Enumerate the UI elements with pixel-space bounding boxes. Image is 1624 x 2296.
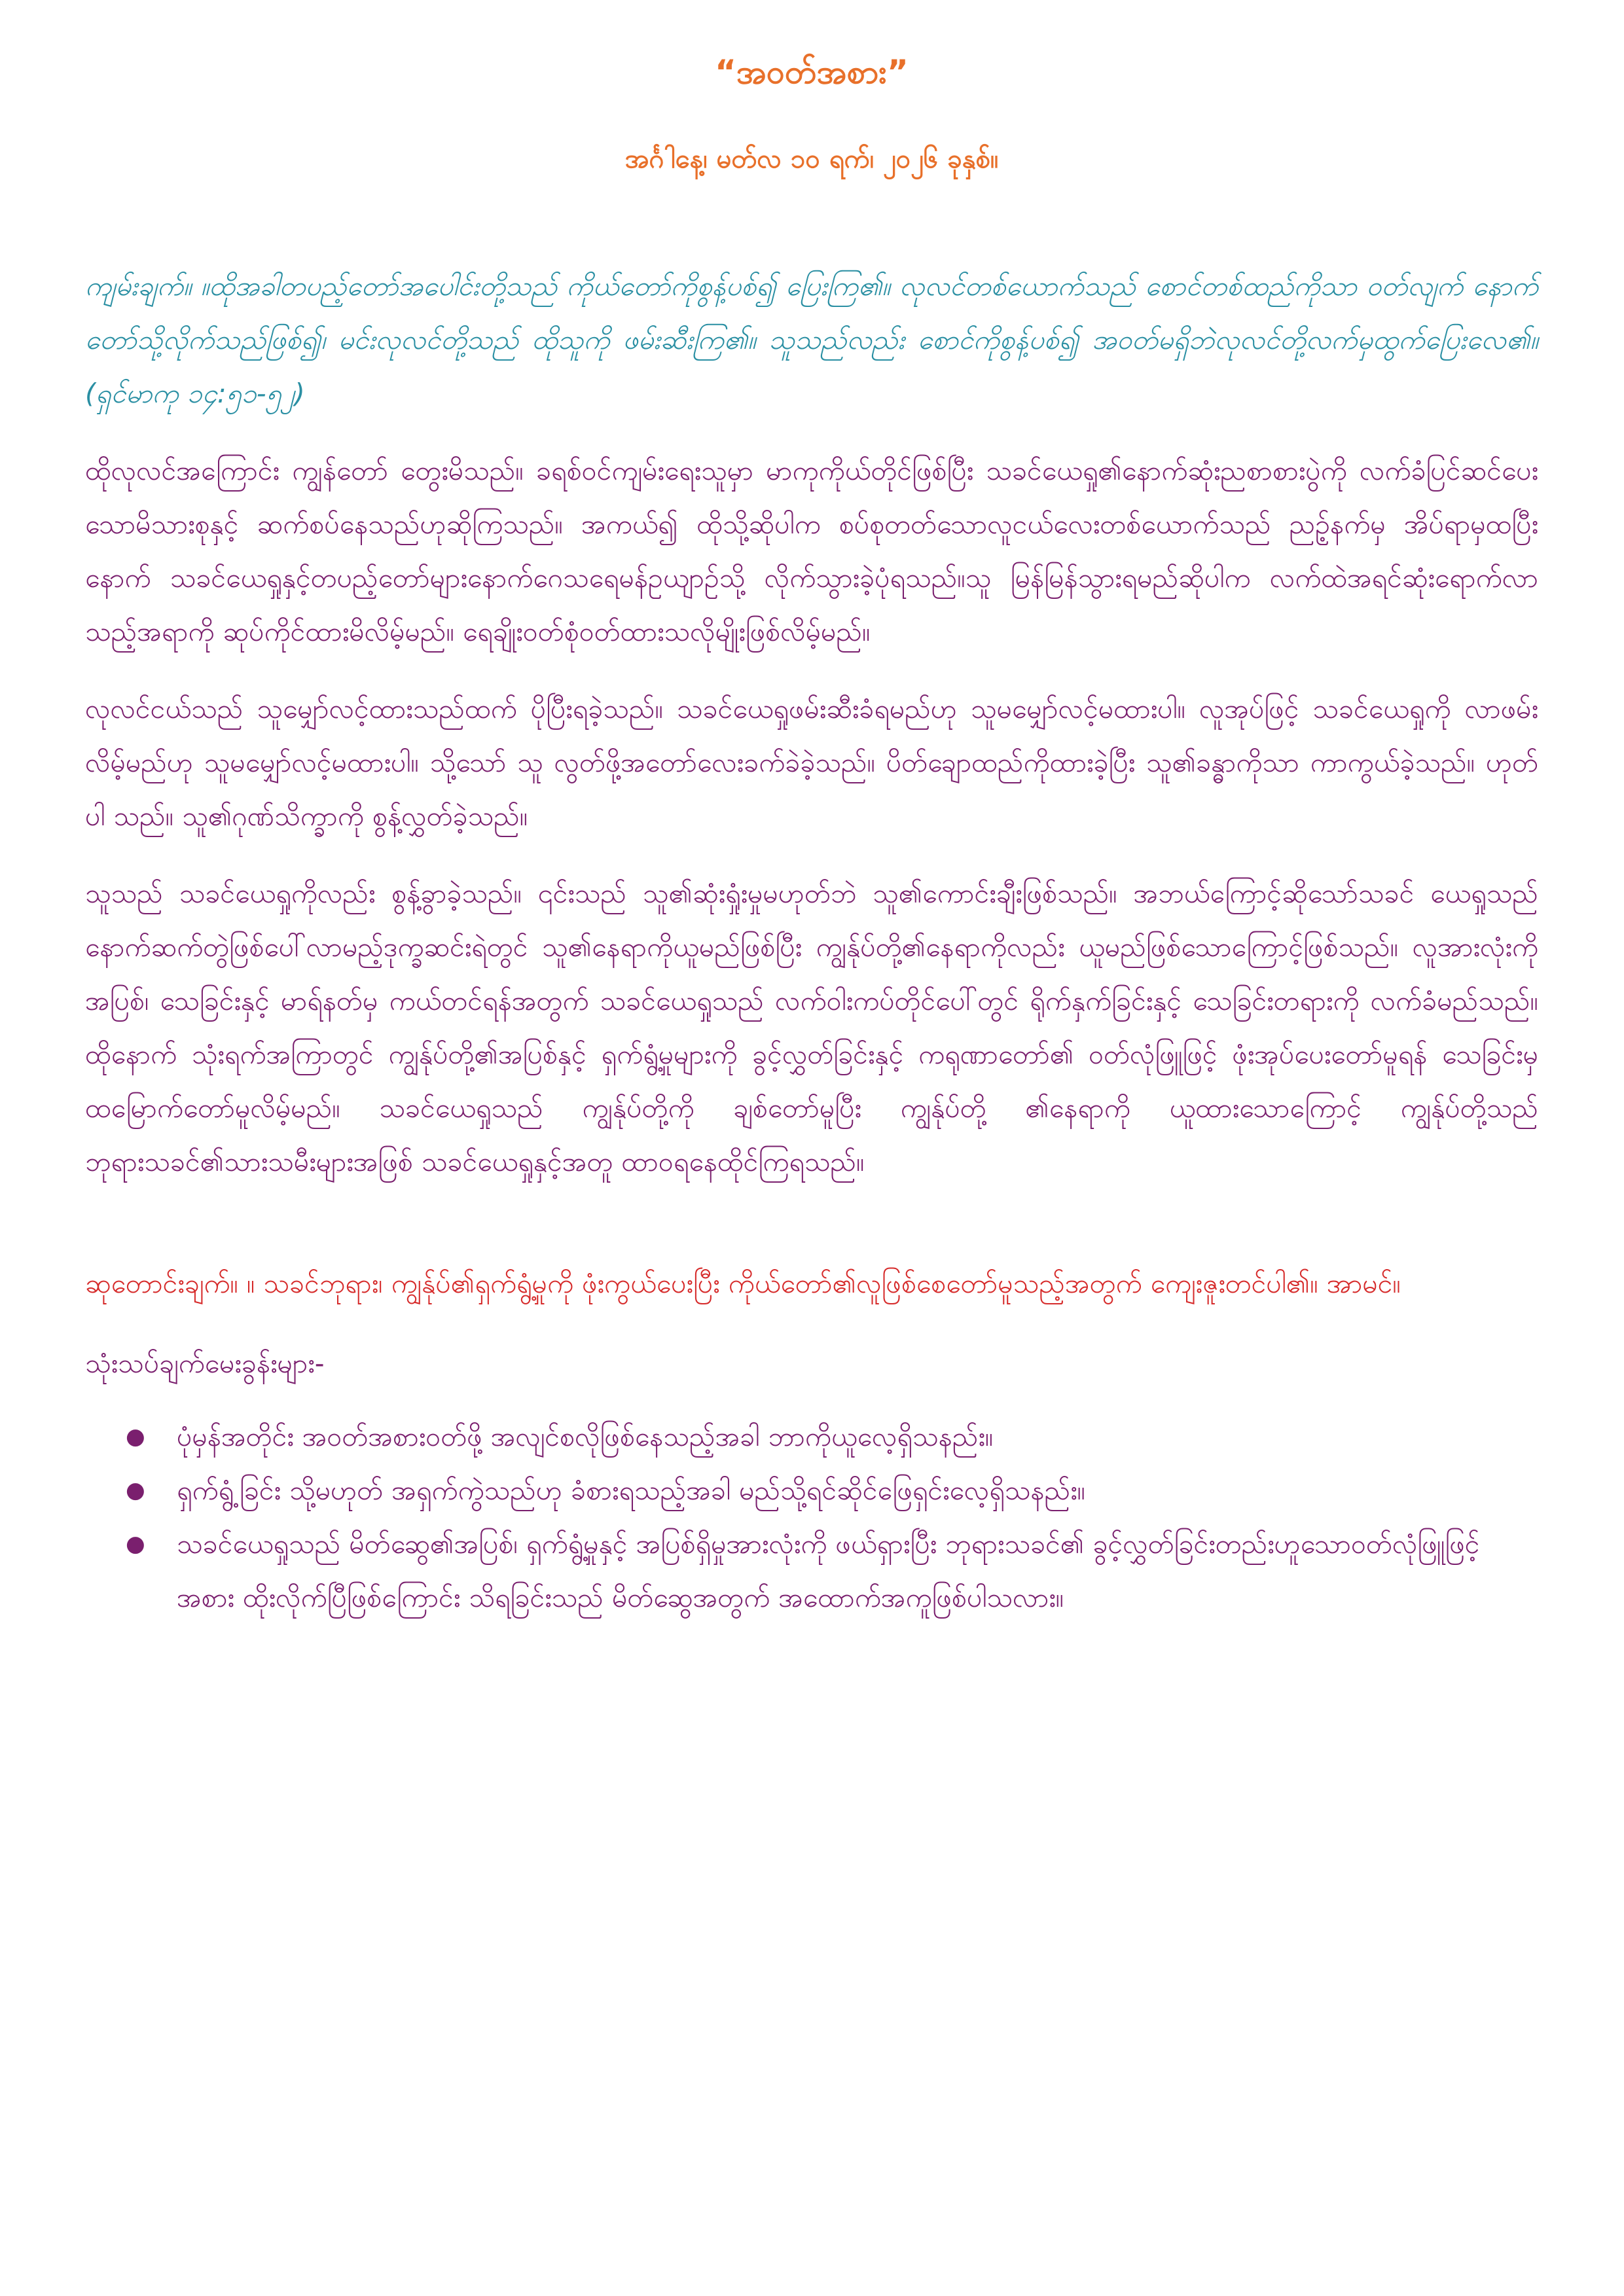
questions-heading: သုံးသပ်ချက်မေးခွန်းများ-: [85, 1348, 325, 1379]
question-item: [126, 1463, 1538, 1517]
body-paragraph-1: ထိုလုလင်အကြောင်း ကျွန်တော် တွေးမိသည်။ ခရစ်ဝင်ကျမ်းရေးသူမှာ မာကုကိုယ်တိုင်ဖြစ်ပြီး သခင်ယေရှု၏နောက်ဆုံးညစာစားပွဲကို လက်ခံပြင်ဆင်ပေးသောမိသားစုနှင့် ဆက်စပ်နေသည်ဟုဆိုကြသည်။ အကယ်၍ ထိုသို့ဆိုပါက စပ်စုတတ်သောလူငယ်လေးတစ်ယောက်သည် ညဥ့်နက်မှ အိပ်ရာမှထပြီးနောက် သခင်ယေရှုနှင့်တပည့်တော်များနောက်ဂေသရေမန်ဥယျာဉ်သို့ လိုက်သွားခဲ့ပုံရသည်။သူ မြန်မြန်သွားရမည်ဆိုပါက လက်ထဲအရင်ဆုံးရောက်လာသည့်အရာကို ဆုပ်ကိုင်ထားမိလိမ့်မည်။ ရေချိုးဝတ်စုံဝတ်ထားသလိုမျိုးဖြစ်လိမ့်မည်။: [85, 455, 1538, 647]
body-paragraph-3: သူသည် သခင်ယေရှုကိုလည်း စွန့်ခွာခဲ့သည်။ ၎င်းသည် သူ၏ဆုံးရှုံးမှုမဟုတ်ဘဲ သူ၏ကောင်းချီးဖြစ်သည်။ အဘယ်ကြောင့်ဆိုသော်သခင် ယေရှုသည် နောက်ဆက်တွဲဖြစ်ပေါ်လာမည့်ဒုက္ခဆင်းရဲတွင် သူ၏နေရာကိုယူမည်ဖြစ်ပြီး ကျွန်ုပ်တို့၏နေရာကိုလည်း ယူမည်ဖြစ်သောကြောင့်ဖြစ်သည်။ လူအားလုံးကို အပြစ်၊ သေခြင်းနှင့် မာရ်နတ်မှ ကယ်တင်ရန်အတွက် သခင်ယေရှုသည် လက်ဝါးကပ်တိုင်ပေါ်တွင် ရိုက်နှက်ခြင်းနှင့် သေခြင်းတရားကို လက်ခံမည်သည်။ ထိုနောက် သုံးရက်အကြာတွင် ကျွန်ုပ်တို့၏အပြစ်နှင့် ရှက်ရွံ့မှုများကို ခွင့်လွှတ်ခြင်းနှင့် ကရုဏာတော်၏ ဝတ်လုံဖြူဖြင့် ဖုံးအုပ်ပေးတော်မူရန် သေခြင်းမှ ထမြောက်တော်မူလိမ့်မည်။ သခင်ယေရှုသည် ကျွန်ုပ်တို့ကို ချစ်တော်မူပြီး ကျွန်ုပ်တို့ ၏နေရာကို ယူထားသောကြောင့် ကျွန်ုပ်တို့သည် ဘုရားသခင်၏သားသမီးများအဖြစ် သခင်ယေရှုနှင့်အတူ ထာဝရနေထိုင်ကြရသည်။: [85, 878, 1538, 1177]
bullet-icon: ●: [126, 1531, 145, 1557]
bullet-icon: ●: [126, 1424, 145, 1450]
question-text: ပုံမှန်အတိုင်း အဝတ်အစားဝတ်ဖို့ အလျင်စလိုဖြစ်နေသည့်အခါ ဘာကိုယူလေ့ရှိသနည်း။: [177, 1421, 994, 1452]
scripture-passage: ကျမ်းချက်။ ။ထိုအခါတပည့်တော်အပေါင်းတို့သည် ကိုယ်တော်ကိုစွန့်ပစ်၍ ပြေးကြ၏။ လုလင်တစ်ယောက်သည် စောင်တစ်ထည်ကိုသာ ဝတ်လျက် နောက်တော်သို့လိုက်သည်ဖြစ်၍၊ မင်းလုလင်တို့သည် ထိုသူကို ဖမ်းဆီးကြ၏။ သူသည်လည်း စောင်ကိုစွန့်ပစ်၍ အဝတ်မရှိဘဲလုလင်တို့လက်မှထွက်ပြေးလေ၏။ (ရှင်မာကု ၁၄:၅၁-၅၂): [85, 270, 1538, 409]
page-title: “အဝတ်အစား”: [715, 53, 909, 91]
question-text: သခင်ယေရှုသည် မိတ်ဆွေ၏အပြစ်၊ ရှက်ရွံ့မှုနှင့် အပြစ်ရှိမှုအားလုံးကို ဖယ်ရှားပြီး ဘုရားသခင်၏ ခွင့်လွှတ်ခြင်းတည်းဟူသောဝတ်လုံဖြူဖြင့် အစား ထိုးလိုက်ပြီဖြစ်ကြောင်း သိရခြင်းသည် မိတ်ဆွေအတွက် အထောက်အကူဖြစ်ပါသလား။: [177, 1528, 1480, 1613]
question-text: ရှက်ရွံ့ခြင်း သို့မဟုတ် အရှက်ကွဲသည်ဟု ခံစားရသည့်အခါ မည်သို့ရင်ဆိုင်ဖြေရှင်းလေ့ရှိသနည်း။: [177, 1475, 1086, 1506]
question-item: [126, 1410, 1538, 1463]
question-item: [126, 1517, 1538, 1624]
body-paragraph-2: လုလင်ငယ်သည် သူမျှော်လင့်ထားသည်ထက် ပိုပြီးရခဲ့သည်။ သခင်ယေရှုဖမ်းဆီးခံရမည်ဟု သူမမျှော်လင့်မထားပါ။ လူအုပ်ဖြင့် သခင်ယေရှုကို လာဖမ်းလိမ့်မည်ဟု သူမမျှော်လင့်မထားပါ။ သို့သော် သူ လွတ်ဖို့အတော်လေးခက်ခဲခဲ့သည်။ ပိတ်ချောထည်ကိုထားခဲ့ပြီး သူ၏ခန္ဓာကိုသာ ကာကွယ်ခဲ့သည်။ ဟုတ်ပါ သည်။ သူ၏ဂုဏ်သိက္ခာကို စွန့်လွှတ်ခဲ့သည်။: [85, 693, 1538, 832]
devotional-page: [85, 46, 1538, 1624]
date-line: အင်္ဂါနေ့၊ မတ်လ ၁၀ ရက်၊ ၂၀၂၆ ခုနှစ်။: [624, 144, 999, 174]
bullet-icon: ●: [126, 1477, 145, 1503]
prayer: ဆုတောင်းချက်။ ။ သခင်ဘုရား၊ ကျွန်ုပ်၏ရှက်ရွံ့မှုကို ဖုံးကွယ်ပေးပြီး ကိုယ်တော်၏လူဖြစ်စေတော်မူသည့်အတွက် ကျေးဇူးတင်ပါ၏။ အာမင်။: [85, 1268, 1401, 1299]
questions-list: [85, 1410, 1538, 1624]
